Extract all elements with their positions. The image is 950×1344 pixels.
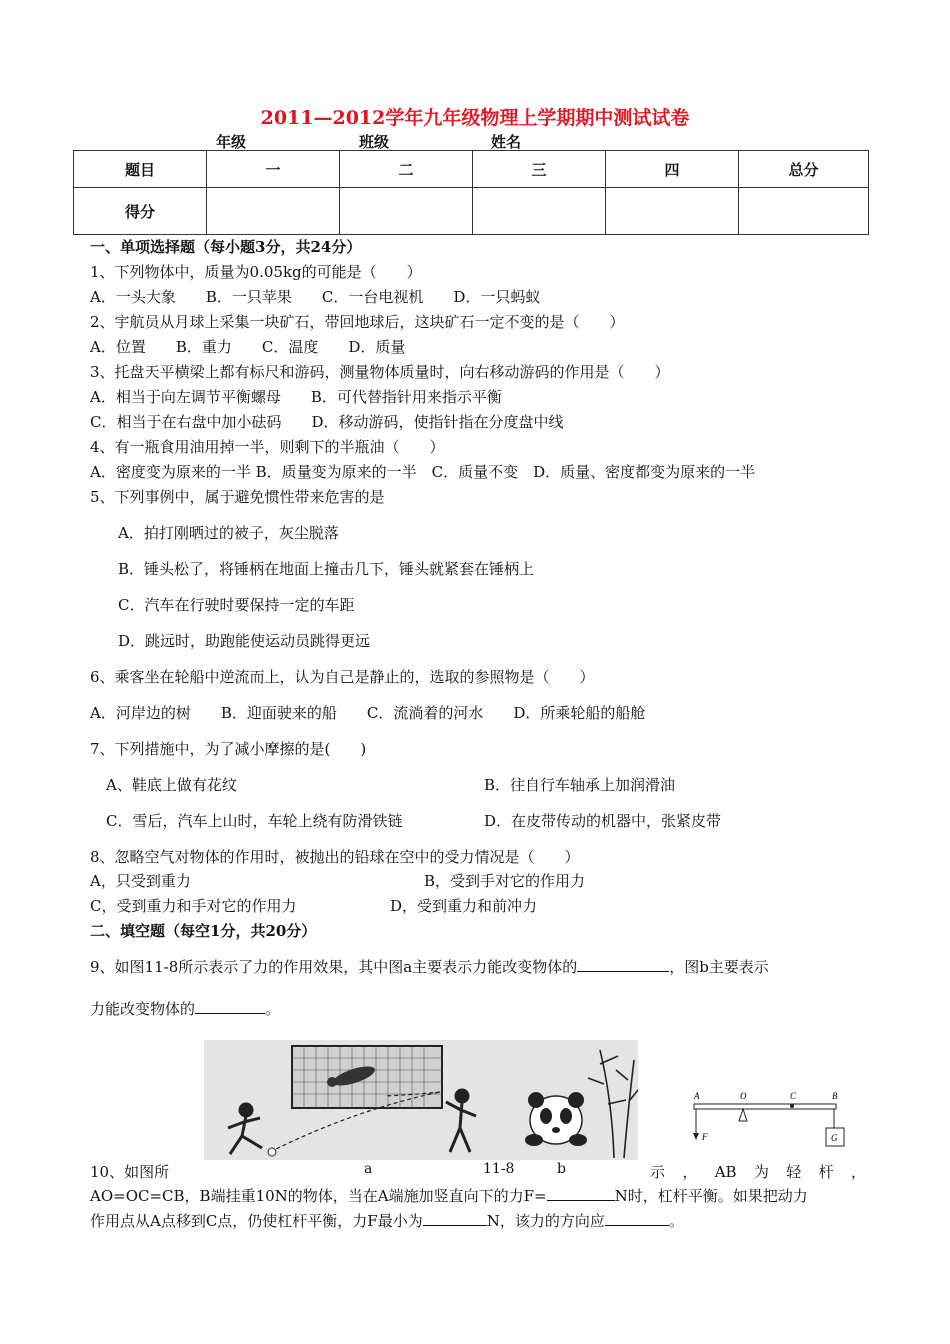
score-cell[interactable] — [207, 188, 340, 235]
panda-icon — [525, 1092, 587, 1146]
q1-stem: 1、下列物体中，质量为0.05kg的可能是（ ） — [90, 263, 422, 281]
q10-text: 。 — [668, 1212, 684, 1230]
q3-options-cd: C．相当于在右盘中加小砝码 D．移动游码，使指针指在分度盘中线 — [90, 413, 564, 431]
lever-bar — [694, 1104, 836, 1109]
lever-label-a: A — [694, 1091, 700, 1101]
q9-blank-2[interactable] — [195, 999, 265, 1014]
class-label: 班级 — [359, 133, 390, 151]
q8-option-b: B，受到手对它的作用力 — [424, 872, 586, 890]
point-c-dot — [790, 1104, 794, 1108]
row-label: 得分 — [74, 188, 207, 235]
score-table — [73, 150, 869, 235]
header-cell: 三 — [473, 151, 606, 188]
q8-option-c: C，受到重力和手对它的作用力 — [90, 897, 297, 915]
figure-caption-a: a — [364, 1161, 373, 1177]
q6-stem: 6、乘客坐在轮船中逆流而上，认为自己是静止的，选取的参照物是（ ） — [90, 668, 595, 686]
lever-label-c: C — [790, 1091, 797, 1101]
q7-option-c: C．雪后，汽车上山时，车轮上绕有防滑铁链 — [106, 812, 403, 830]
score-cell[interactable] — [739, 188, 869, 235]
q10-text: N，该力的方向应 — [486, 1212, 605, 1230]
fulcrum-icon — [739, 1109, 747, 1121]
force-arrow-head-icon — [693, 1133, 699, 1140]
q2-options: A．位置 B．重力 C．温度 D．质量 — [90, 338, 406, 356]
q5-option-a: A．拍打刚晒过的被子，灰尘脱落 — [118, 524, 339, 542]
header-cell: 一 — [207, 151, 340, 188]
q8-option-a: A，只受到重力 — [90, 872, 191, 890]
lever-label-o: O — [740, 1091, 747, 1101]
q10-text: 作用点从A点移到C点，仍使杠杆平衡，力F最小为 — [90, 1212, 423, 1230]
q9-text: 。 — [265, 1000, 281, 1018]
q7-option-b: B．往自行车轴承上加润滑油 — [484, 776, 676, 794]
q8-stem: 8、忽略空气对物体的作用时，被抛出的铅球在空中的受力情况是（ ） — [90, 848, 580, 866]
q2-stem: 2、宇航员从月球上采集一块矿石，带回地球后，这块矿石一定不变的是（ ） — [90, 313, 625, 331]
q10-blank-2[interactable] — [423, 1211, 487, 1226]
figure-caption-b: b — [557, 1161, 566, 1177]
q3-stem: 3、托盘天平横梁上都有标尺和游码，测量物体质量时，向右移动游码的作用是（ ） — [90, 363, 670, 381]
header-cell: 题目 — [74, 151, 207, 188]
q8-option-d: D，受到重力和前冲力 — [390, 897, 538, 915]
q10-blank-1[interactable] — [547, 1186, 615, 1201]
q4-options: A．密度变为原来的一半 B．质量变为原来的一半 C．质量不变 D．质量、密度都变为原来的一半 — [90, 463, 756, 481]
q6-options: A．河岸边的树 B．迎面驶来的船 C．流淌着的河水 D．所乘轮船的船舱 — [90, 704, 646, 722]
q3-options-ab: A．相当于向左调节平衡螺母 B．可代替指针用来指示平衡 — [90, 388, 502, 406]
figure-11-8-image — [204, 1040, 638, 1160]
q4-stem: 4、有一瓶食用油用掉一半，则剩下的半瓶油（ ） — [90, 438, 445, 456]
q9-text: ，图b主要表示 — [669, 958, 769, 976]
q10-text: N时，杠杆平衡。如果把动力 — [614, 1187, 808, 1205]
q5-option-d: D．跳远时，助跑能使运动员跳得更远 — [118, 632, 371, 650]
figure-caption-number: 11-8 — [483, 1161, 515, 1177]
score-cell[interactable] — [606, 188, 739, 235]
q7-option-d: D．在皮带传动的机器中，张紧皮带 — [484, 812, 722, 830]
page-title: 2011—2012学年九年级物理上学期期中测试试卷 — [260, 107, 690, 129]
q5-stem: 5、下列事例中，属于避免惯性带来危害的是 — [90, 488, 385, 506]
section-1-heading: 一、单项选择题（每小题3分，共24分） — [90, 238, 362, 256]
grade-label: 年级 — [216, 133, 247, 151]
q1-options: A．一头大象 B．一只苹果 C．一台电视机 D．一只蚂蚁 — [90, 288, 541, 306]
name-label: 姓名 — [491, 133, 522, 151]
q9-text: 力能改变物体的 — [90, 1000, 196, 1018]
header-cell: 四 — [606, 151, 739, 188]
lever-diagram — [688, 1090, 854, 1160]
q5-option-c: C．汽车在行驶时要保持一定的车距 — [118, 596, 355, 614]
lever-label-g: G — [831, 1133, 838, 1143]
section-2-heading: 二、填空题（每空1分，共20分） — [90, 922, 317, 940]
ball-icon — [268, 1148, 276, 1156]
q5-option-b: B．锤头松了，将锤柄在地面上撞击几下，锤头就紧套在锤柄上 — [118, 560, 535, 578]
score-cell[interactable] — [340, 188, 473, 235]
q10-blank-3[interactable] — [605, 1211, 669, 1226]
lever-label-f: F — [702, 1132, 708, 1142]
score-cell[interactable] — [473, 188, 606, 235]
q7-stem: 7、下列措施中，为了减小摩擦的是( ) — [90, 740, 367, 758]
q10-cont: 示，AB为轻杆， — [650, 1163, 866, 1181]
q10-text: AO=OC=CB，B端挂重10N的物体，当在A端施加竖直向下的力F= — [90, 1187, 547, 1205]
q7-option-a: A、鞋底上做有花纹 — [106, 776, 237, 794]
header-cell: 二 — [340, 151, 473, 188]
q9-text: 9、如图11-8所示表示了力的作用效果，其中图a主要表示力能改变物体的 — [90, 958, 578, 976]
q9-blank-1[interactable] — [577, 957, 669, 972]
header-cell: 总分 — [739, 151, 869, 188]
q10-start: 10、如图所 — [90, 1163, 170, 1181]
lever-label-b: B — [832, 1091, 838, 1101]
